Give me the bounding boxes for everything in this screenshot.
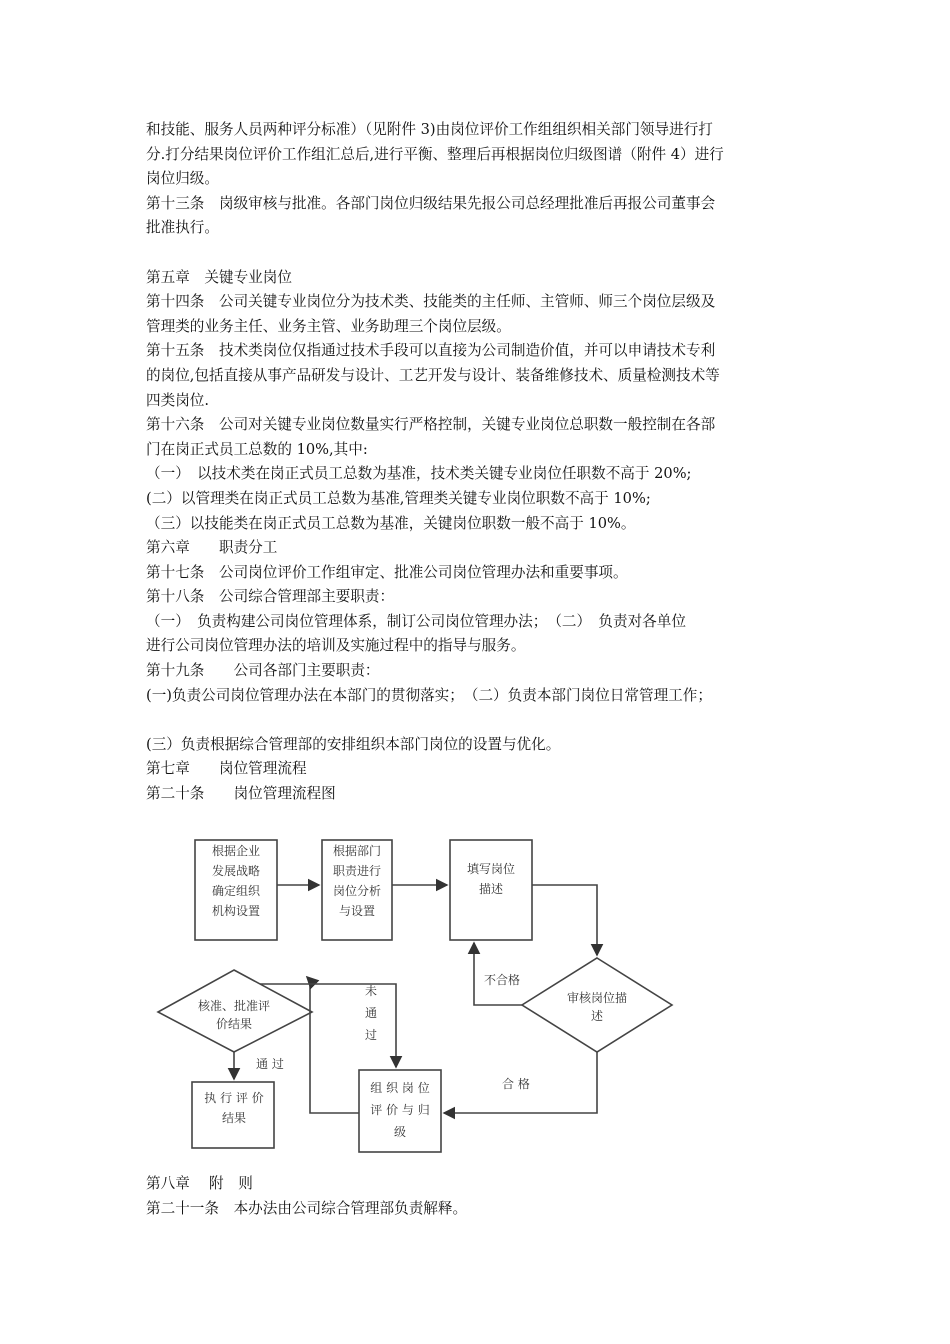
flow-text-evaluate xyxy=(370,1080,429,1139)
t_box1-line: 发展战略 xyxy=(211,864,261,878)
text-line-12: 第十六条 公司对关键专业岗位数量实行严格控制，关键专业岗位总职数一般控制在各部 xyxy=(146,416,716,434)
flow-text-box2 xyxy=(333,843,381,918)
text-line-16: （三）以技能类在岗正式员工总数为基准，关键岗位职数一般不高于 10%。 xyxy=(146,514,636,532)
tail-line-0: 第八章 附 则 xyxy=(146,1175,253,1192)
t_app-line: 价结果 xyxy=(215,1017,253,1031)
t_box1-line: 确定组织 xyxy=(211,884,261,898)
t_box1-line: 机构设置 xyxy=(211,904,261,918)
text-line-5 xyxy=(146,241,814,266)
t_app-line: 核准、批准评 xyxy=(197,999,271,1013)
flow-text-approve xyxy=(198,998,270,1031)
text-line-26: 第七章 岗位管理流程 xyxy=(146,760,307,778)
text-line-11: 四类岗位. xyxy=(146,391,210,409)
t_box3-line: 填写岗位 xyxy=(466,862,516,876)
text-line-9: 第十五条 技术类岗位仅指通过技术手段可以直接为公司制造价值，并可以申请技术专利 xyxy=(146,342,716,360)
flow-label-not-passed xyxy=(365,983,377,1042)
text-line-15: (二）以管理类在岗正式员工总数为基准,管理类关键专业岗位职数不高于 10%; xyxy=(146,489,651,507)
t_np-line: 过 xyxy=(364,1028,378,1042)
t_box2-line: 根据部门 xyxy=(332,844,382,858)
text-line-1: 分.打分结果岗位评价工作组汇总后,进行平衡、整理后再根据岗位归级图谱（附件 4）进行 xyxy=(146,145,724,163)
text-line-2: 岗位归级。 xyxy=(146,170,219,188)
text-line-7: 第十四条 公司关键专业岗位分为技术类、技能类的主任师、主管师、师三个岗位层级及 xyxy=(146,293,716,311)
flow-text-box3 xyxy=(467,861,515,896)
t_box2-line: 岗位分析 xyxy=(332,884,382,898)
text-line-22: 第十九条 公司各部门主要职责： xyxy=(146,662,380,680)
text-line-19: 第十八条 公司综合管理部主要职责： xyxy=(146,588,395,606)
text-line-23: (一)负责公司岗位管理办法在本部门的贯彻落实； （二）负责本部门岗位日常管理工作； xyxy=(146,686,712,704)
flow-text-review xyxy=(567,990,627,1023)
document-tail xyxy=(146,1172,814,1221)
text-line-24 xyxy=(146,708,814,733)
flow-label-pass: 合 格 xyxy=(502,1077,530,1091)
tail-line-1: 第二十一条 本办法由公司综合管理部负责解释。 xyxy=(146,1199,468,1217)
post-management-flowchart xyxy=(150,830,680,1155)
text-line-3: 第十三条 岗级审核与批准。各部门岗位归级结果先报公司总经理批准后再报公司董事会 xyxy=(146,194,716,212)
document-body xyxy=(146,118,814,807)
t_eval-line: 评 价 与 归 xyxy=(370,1103,430,1117)
text-line-27: 第二十条 岗位管理流程图 xyxy=(146,785,336,803)
flow-text-box1 xyxy=(212,843,261,918)
text-line-18: 第十七条 公司岗位评价工作组审定、批准公司岗位管理办法和重要事项。 xyxy=(146,563,628,581)
t_box2-line: 与设置 xyxy=(338,904,376,918)
text-line-6: 第五章 关键专业岗位 xyxy=(146,268,292,286)
text-line-20: （一） 负责构建公司岗位管理体系，制订公司岗位管理办法； （二） 负责对各单位 xyxy=(146,612,686,630)
t_rev-line: 审核岗位描 xyxy=(566,991,628,1005)
text-line-8: 管理类的业务主任、业务主管、业务助理三个岗位层级。 xyxy=(146,317,511,335)
t_eval-line: 组 织 岗 位 xyxy=(370,1081,430,1095)
flow-label-fail: 不合格 xyxy=(484,973,521,987)
text-line-10: 的岗位,包括直接从事产品研发与设计、工艺开发与设计、装备维修技术、质量检测技术等 xyxy=(146,366,720,384)
t_exec-line: 结果 xyxy=(221,1111,247,1125)
t_exec-line: 执 行 评 价 xyxy=(204,1091,264,1105)
text-line-17: 第六章 职责分工 xyxy=(146,539,278,557)
t_rev-line: 述 xyxy=(590,1009,604,1023)
text-line-4: 批准执行。 xyxy=(146,219,219,237)
text-line-0: 和技能、服务人员两种评分标准）（见附件 3)由岗位评价工作组组织相关部门领导进行打 xyxy=(146,121,713,138)
flow-label-passed: 通 过 xyxy=(256,1057,284,1071)
text-line-13: 门在岗正式员工总数的 10%,其中: xyxy=(146,440,368,458)
t_box2-line: 职责进行 xyxy=(332,864,382,878)
t_eval-line: 级 xyxy=(393,1125,407,1139)
t_np-line: 未 xyxy=(364,984,378,998)
flow-diamond-review xyxy=(522,958,672,1052)
flow-text-execute xyxy=(204,1090,263,1125)
t_np-line: 通 xyxy=(364,1006,378,1020)
text-line-21: 进行公司岗位管理办法的培训及实施过程中的指导与服务。 xyxy=(146,637,526,655)
text-line-25: (三）负责根据综合管理部的安排组织本部门岗位的设置与优化。 xyxy=(146,735,561,753)
t_box1-line: 根据企业 xyxy=(211,844,261,858)
t_box3-line: 描述 xyxy=(478,882,504,896)
text-line-14: （一） 以技术类在岗正式员工总数为基准，技术类关键专业岗位任职数不高于 20%; xyxy=(146,465,692,483)
